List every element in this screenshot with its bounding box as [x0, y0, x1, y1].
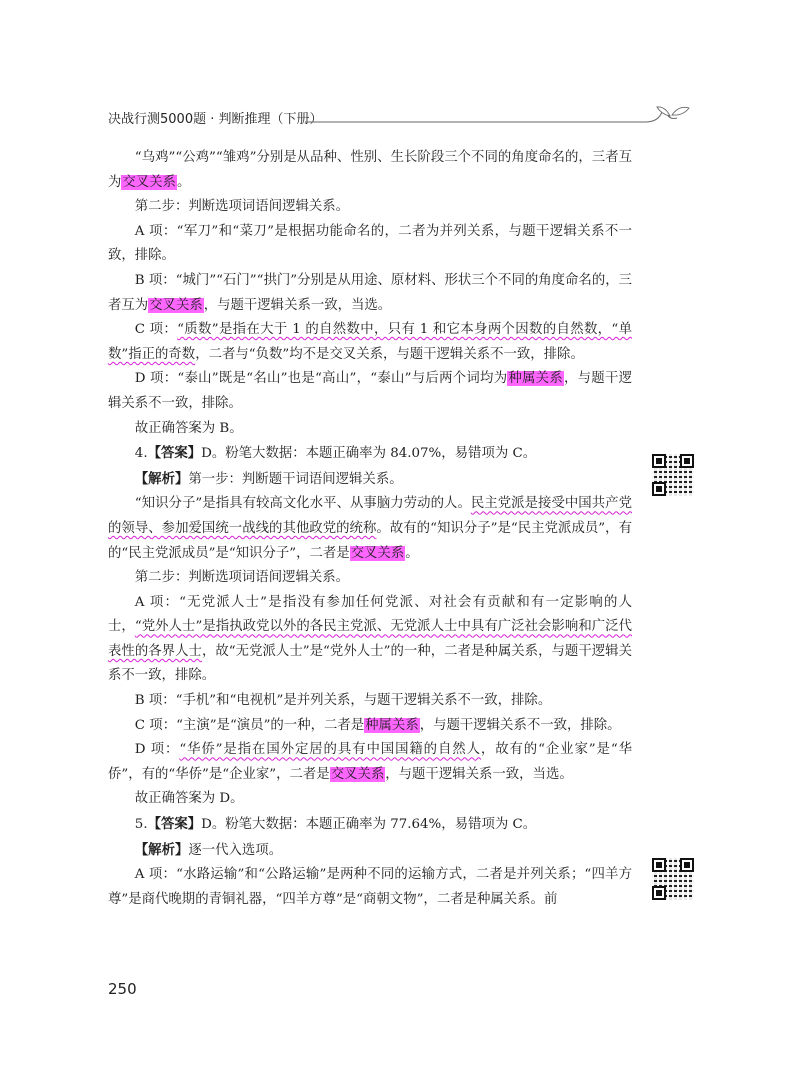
- sprout-icon: [305, 104, 700, 132]
- question-answer: 4.【答案】D。粉笔大数据：本题正确率为 84.07%，易错项为 C。: [134, 445, 537, 462]
- page-number: 250: [108, 980, 137, 998]
- wavy-underlined-text: “华侨”是指在国外定居的具有中国国籍的自然人: [179, 742, 481, 758]
- paragraph: B 项：“城门”“石门”“拱门”分别是从用途、原材料、形状三个不同的角度命名的，三者互为交叉关系，与题干逻辑关系一致，当选。: [108, 272, 632, 313]
- paragraph: “知识分子”是指具有较高文化水平、从事脑力劳动的人。民主党派是接受中国共产党的领导、参加爱国统一战线的其他政党的统称。故有的“知识分子”是“民主党派成员”，有的“民主党派成员”是“知识分子”，二者是交叉关系。: [108, 496, 632, 561]
- paragraph: A 项：“水路运输”和“公路运输”是两种不同的运输方式，二者是并列关系；“四羊方尊”是商代晚期的青铜礼器，“四羊方尊”是“商朝文物”，二者是种属关系。前: [108, 867, 632, 907]
- paragraph: 第二步：判断选项词语间逻辑关系。: [134, 199, 350, 215]
- qr-code-icon[interactable]: [652, 454, 694, 496]
- analysis-label: 【解析】: [134, 841, 189, 858]
- paragraph: 第二步：判断选项词语间逻辑关系。: [134, 570, 350, 586]
- wavy-underlined-text: “党外人士”是指执政党以外的各民主党派、无党派人士中具有广泛社会影响和广泛代表性的各界人士: [108, 619, 632, 659]
- book-title: 决战行测5000题 · 判断推理（下册）: [108, 112, 323, 127]
- highlighted-term: 交叉关系: [122, 174, 176, 190]
- highlighted-term: 种属关系: [365, 717, 419, 733]
- analysis: 【解析】第一步：判断题干词语间逻辑关系。: [134, 470, 403, 487]
- answer-label: 【答案】: [147, 816, 202, 833]
- question-answer: 5.【答案】D。粉笔大数据：本题正确率为 77.64%，易错项为 C。: [134, 816, 537, 833]
- paragraph: A 项：“军刀”和“菜刀”是根据功能命名的，二者为并列关系，与题干逻辑关系不一致，排除。: [108, 223, 632, 264]
- highlighted-term: 交叉关系: [350, 545, 405, 561]
- analysis-label: 【解析】: [134, 470, 189, 487]
- paragraph: D 项：“泰山”既是“名山”也是“高山”，“泰山”与后两个词均为种属关系，与题干逻辑关系不一致，排除。: [108, 371, 632, 411]
- paragraph: B 项：“手机”和“电视机”是并列关系，与题干逻辑关系不一致，排除。: [134, 693, 552, 709]
- wavy-underlined-text: 民主党派是接受中国共产党的领导、参加爱国统一战线的其他政党的统称: [108, 496, 632, 536]
- running-header: [100, 104, 700, 132]
- paragraph: 故正确答案为 B。: [134, 420, 243, 436]
- paragraph: A 项：“无党派人士”是指没有参加任何党派、对社会有贡献和有一定影响的人士，“党外人士”是指执政党以外的各民主党派、无党派人士中具有广泛社会影响和广泛代表性的各界人士，故“无党派人士”是“党外人士”的一种，二者是种属关系，与题干逻辑关系不一致，排除。: [108, 594, 632, 684]
- paragraph: “乌鸡”“公鸡”“雏鸡”分别是从品种、性别、生长阶段三个不同的角度命名的，三者互为交叉关系。: [108, 150, 632, 190]
- answer-label: 【答案】: [147, 445, 202, 462]
- wavy-underlined-text: “质数”是指在大于 1 的自然数中，只有 1 和它本身两个因数的自然数，“单数”指正的奇数: [108, 322, 632, 362]
- paragraph: C 项：“质数”是指在大于 1 的自然数中，只有 1 和它本身两个因数的自然数，“单数”指正的奇数，二者与“负数”均不是交叉关系，与题干逻辑关系不一致，排除。: [108, 322, 632, 362]
- highlighted-term: 交叉关系: [330, 766, 385, 782]
- highlighted-term: 种属关系: [508, 371, 563, 387]
- analysis: 【解析】逐一代入选项。: [134, 841, 283, 858]
- paragraph: D 项：“华侨”是指在国外定居的具有中国国籍的自然人，故有的“企业家”是“华侨”，有的“华侨”是“企业家”，二者是交叉关系，与题干逻辑关系一致，当选。: [108, 742, 632, 782]
- answer-explanations: [108, 146, 632, 912]
- qr-code-icon[interactable]: [652, 858, 694, 900]
- highlighted-term: 交叉关系: [149, 297, 203, 313]
- paragraph: C 项：“主演”是“演员”的一种，二者是种属关系，与题干逻辑关系不一致，排除。: [134, 717, 621, 733]
- paragraph: 故正确答案为 D。: [134, 791, 244, 807]
